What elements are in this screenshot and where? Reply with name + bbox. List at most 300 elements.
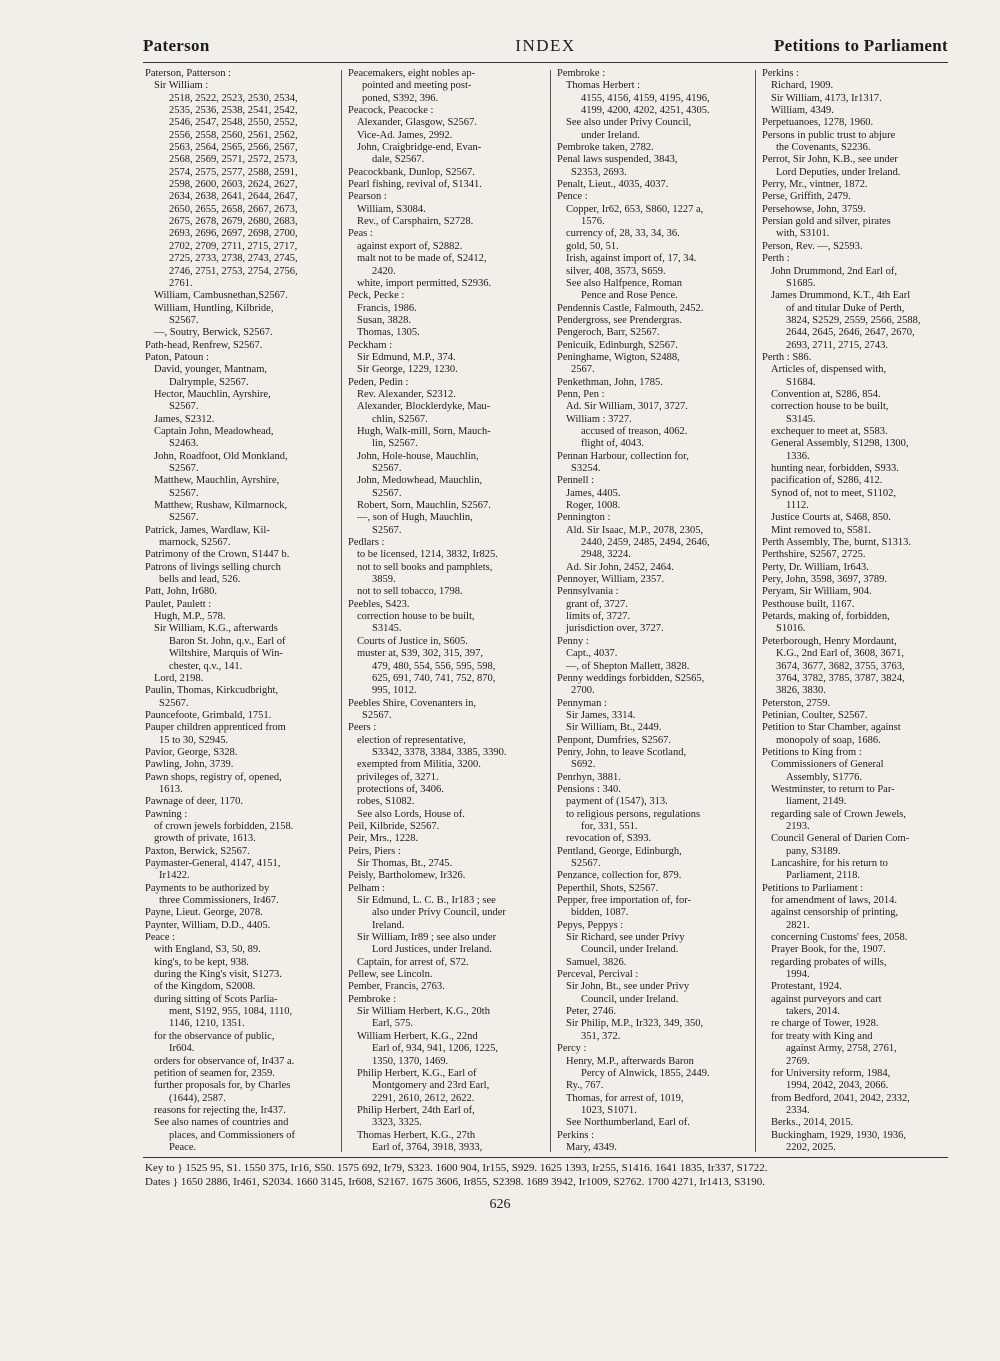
index-line: Perth : [762, 253, 790, 265]
index-line: liament, 2149. [786, 796, 847, 808]
index-line: bidden, 1087. [571, 907, 629, 919]
index-line: Ir1422. [159, 870, 190, 882]
column-divider [341, 70, 342, 1152]
index-line: James, S2312. [154, 413, 215, 425]
index-line: William, Cambusnethan,S2567. [154, 290, 288, 302]
index-line: Pennan Harbour, collection for, [557, 450, 689, 462]
index-line: Vice-Ad. James, 2992. [357, 129, 453, 141]
index-line: the Covenants, S2236. [776, 142, 871, 154]
index-line: Pearl fishing, revival of, S1341. [348, 179, 482, 191]
key-values-2: 1650 2886, Ir461, S2034. 1660 3145, Ir608, S2167. 1675 3606, Ir855, S2398. 1689 3942, Ir1009, S2762. 1700 4271, Ir1413, S3190. [180, 1176, 766, 1188]
index-line: 2420. [372, 265, 396, 277]
index-line: Earl of, 3764, 3918, 3933, [372, 1141, 483, 1153]
index-line: Sir William Herbert, K.G., 20th [357, 1006, 490, 1018]
index-line: Pendennis Castle, Falmouth, 2452. [557, 302, 704, 314]
index-line: —, Soutry, Berwick, S2567. [154, 327, 273, 339]
index-line: See also Lords, House of. [357, 808, 465, 820]
index-line: exempted from Militia, 3200. [357, 759, 481, 771]
index-line: John, Medowhead, Mauchlin, [357, 475, 483, 487]
index-line: Thomas Herbert, K.G., 27th [357, 1129, 476, 1141]
index-line: orders for observance of, Ir437 a. [154, 1055, 295, 1067]
index-line: Ad. Sir John, 2452, 2464. [566, 561, 674, 573]
index-line: Council General of Darien Com- [771, 833, 910, 845]
index-line: Pawnage of deer, 1170. [145, 796, 244, 808]
index-line: 2821. [786, 919, 810, 931]
index-line: re charge of Tower, 1928. [771, 1018, 879, 1030]
index-line: 2535, 2536, 2538, 2541, 2542, [169, 105, 298, 117]
index-line: under Ireland. [581, 129, 640, 141]
index-line: James Drummond, K.T., 4th Earl [771, 290, 911, 302]
index-line: Sir William : [154, 80, 209, 92]
index-line: Peil, Kilbride, S2567. [348, 820, 440, 832]
index-line: See also Halfpence, Roman [566, 277, 683, 289]
index-line: Pentland, George, Edinburgh, [557, 845, 682, 857]
index-line: Pesthouse built, 1167. [762, 598, 855, 610]
index-line: Council, under Ireland. [581, 944, 679, 956]
index-line: S692. [571, 759, 596, 771]
index-line: election of representative, [357, 734, 466, 746]
index-line: Perrot, Sir John, K.B., see under [762, 154, 898, 166]
index-line: ment, S192, 955, 1084, 1110, [169, 1006, 293, 1018]
index-line: Payne, Lieut. George, 2078. [145, 907, 263, 919]
index-line: Perceval, Percival : [557, 969, 639, 981]
index-line: Petinian, Coulter, S2567. [762, 709, 868, 721]
index-line: 1146, 1210, 1351. [169, 1018, 245, 1030]
index-line: Peckham : [348, 339, 393, 351]
index-line: Penpont, Dumfries, S2567. [557, 734, 672, 746]
index-line: Pence : [557, 191, 588, 203]
index-line: Sir George, 1229, 1230. [357, 364, 458, 376]
index-line: regarding probates of wills, [771, 956, 887, 968]
index-line: 1350, 1370, 1469. [372, 1055, 449, 1067]
index-line: Pennsylvania : [557, 586, 619, 598]
index-line: Dalrymple, S2567. [169, 376, 249, 388]
index-line: Lancashire, for his return to [771, 858, 888, 869]
index-line: privileges of, 3271. [357, 771, 439, 783]
index-line: Perty, Dr. William, Ir643. [762, 561, 869, 573]
index-line: regarding sale of Crown Jewels, [771, 808, 907, 820]
index-line: jurisdiction over, 3727. [566, 623, 664, 635]
index-line: Prayer Book, for the, 1907. [771, 944, 886, 956]
index-line: of the Kingdom, S2008. [154, 981, 256, 993]
index-line: against Army, 2758, 2761, [786, 1043, 897, 1055]
index-line: for amendment of laws, 2014. [771, 895, 897, 907]
index-line: Peace. [169, 1141, 197, 1153]
index-line: S2567. [362, 709, 392, 721]
index-line: Pembroke : [348, 993, 397, 1005]
index-line: Pellew, see Lincoln. [348, 969, 433, 981]
index-line: Copper, Ir62, 653, S860, 1227 a, [566, 203, 704, 215]
index-line: Pepys, Peppys : [557, 919, 624, 931]
index-line: Perth : S86. [762, 351, 812, 363]
index-line: Pennoyer, William, 2357. [557, 574, 665, 586]
index-line: Peter, 2746. [566, 1006, 617, 1018]
index-line: 1994. [786, 969, 810, 981]
index-line: Patrick, James, Wardlaw, Kil- [145, 524, 270, 536]
index-line: Penrhyn, 3881. [557, 771, 621, 783]
index-line: Percy : [557, 1043, 587, 1055]
index-line: gold, 50, 51. [566, 240, 619, 252]
index-line: Irish, against import of, 17, 34. [566, 253, 697, 265]
index-line: Peninghame, Wigton, S2488, [557, 351, 680, 363]
index-line: Justice Courts at, S468, 850. [771, 512, 891, 524]
index-line: hunting near, forbidden, S933. [771, 463, 899, 474]
index-line: S2567. [372, 487, 402, 499]
index-line: 625, 691, 740, 741, 752, 870, [372, 672, 496, 684]
index-line: Pennell : [557, 475, 595, 487]
index-line: Sir William, 4173, Ir1317. [771, 92, 882, 104]
index-line: chester, q.v., 141. [169, 660, 243, 672]
index-line: 3859. [372, 574, 396, 586]
index-line: Matthew, Mauchlin, Ayrshire, [154, 475, 280, 487]
index-line: Pepper, free importation of, for- [557, 895, 692, 907]
index-line: pointed and meeting post- [362, 80, 472, 92]
index-line: S2567. [169, 487, 199, 499]
index-line: Perth Assembly, The, burnt, S1313. [762, 537, 912, 549]
index-line: for University reform, 1984, [771, 1067, 891, 1079]
index-line: with England, S3, 50, 89. [154, 944, 261, 956]
index-line: for treaty with King and [771, 1030, 873, 1042]
index-line: Peterston, 2759. [762, 697, 830, 709]
index-line: S2567. [169, 401, 199, 413]
index-line: against purveyors and cart [771, 993, 882, 1005]
index-line: 1112. [786, 500, 809, 512]
index-line: Penalt, Lieut., 4035, 4037. [557, 179, 669, 191]
index-line: 995, 1012. [372, 685, 417, 697]
index-line: 2568, 2569, 2571, 2572, 2573, [169, 154, 298, 166]
index-line: Peas : [348, 228, 373, 240]
index-line: S3254. [571, 463, 601, 474]
index-line: Synod of, not to meet, S1102, [771, 487, 897, 499]
index-line: S2567. [169, 314, 199, 326]
index-line: Philip Herbert, 24th Earl of, [357, 1104, 475, 1116]
index-line: correction house to be built, [771, 401, 889, 413]
index-line: 2761. [169, 277, 193, 289]
index-line: Peir, Mrs., 1228. [348, 833, 419, 845]
index-line: Wiltshire, Marquis of Win- [169, 648, 283, 660]
index-line: S3145. [786, 413, 816, 425]
header-left: Paterson [143, 36, 210, 55]
index-line: dale, S2567. [372, 154, 425, 166]
index-line: Sir Edmund, M.P., 374. [357, 351, 456, 363]
index-line: petition of seamen for, 2359. [154, 1067, 275, 1079]
index-line: Capt., 4037. [566, 648, 618, 660]
index-line: limits of, 3727. [566, 611, 631, 623]
index-line: 2769. [786, 1055, 810, 1067]
index-line: Captain, for arrest of, S72. [357, 956, 469, 968]
index-line: K.G., 2nd Earl of, 3608, 3671, [776, 648, 905, 660]
index-line: 479, 480, 554, 556, 595, 598, [372, 660, 496, 672]
index-line: 2574, 2575, 2577, 2588, 2591, [169, 166, 298, 178]
index-line: 4199, 4200, 4202, 4251, 4305. [581, 105, 710, 117]
index-line: S3342, 3378, 3384, 3385, 3390. [372, 746, 507, 758]
index-line: 1994, 2042, 2043, 2066. [786, 1080, 889, 1092]
index-line: Petards, making of, forbidden, [762, 611, 890, 623]
index-line: Pauper children apprenticed from [145, 722, 286, 734]
index-line: 2556, 2558, 2560, 2561, 2562, [169, 129, 298, 141]
index-line: 2725, 2733, 2738, 2743, 2745, [169, 253, 298, 265]
index-column-2 [348, 68, 538, 1154]
index-line: Peacemakers, eight nobles ap- [348, 68, 476, 79]
index-line: Person, Rev. —, S2593. [762, 240, 863, 252]
index-line: Penzance, collection for, 879. [557, 870, 682, 882]
index-line: 2675, 2678, 2679, 2680, 2683, [169, 216, 298, 228]
index-line: bells and lead, 526. [159, 574, 241, 586]
index-line: 2702, 2709, 2711, 2715, 2717, [169, 240, 298, 252]
index-line: Ry., 767. [566, 1080, 604, 1092]
index-line: revocation of, S393. [566, 833, 652, 845]
index-line: Payments to be authorized by [145, 882, 270, 894]
index-line: Pence and Rose Pence. [581, 290, 678, 302]
index-line: S1016. [776, 623, 806, 635]
index-line: Persons in public trust to abjure [762, 129, 896, 141]
index-line: 15 to 30, S2945. [159, 734, 229, 746]
index-line: William, S3084. [357, 203, 426, 215]
index-line: Sir William, Bt., 2449. [566, 722, 662, 734]
index-line: 3826, 3830. [776, 685, 826, 697]
index-line: 2567. [571, 364, 595, 376]
index-line: Peebles Shire, Covenanters in, [348, 697, 477, 709]
index-line: from Bedford, 2041, 2042, 2332, [771, 1092, 910, 1104]
index-line: 1336. [786, 450, 810, 462]
index-line: malt not to be made of, S2412, [357, 253, 487, 265]
index-line: Westminster, to return to Par- [771, 783, 895, 795]
index-line: Pawling, John, 3739. [145, 759, 234, 771]
index-line: Paterson, Patterson : [145, 68, 232, 79]
running-header [143, 36, 948, 64]
index-line: Sir William, K.G., afterwards [154, 623, 278, 635]
index-line: Earl of, 934, 941, 1206, 1225, [372, 1043, 498, 1055]
index-line: Protestant, 1924. [771, 981, 842, 993]
index-line: Perry, Mr., vintner, 1872. [762, 179, 868, 191]
index-line: Peacock, Peacocke : [348, 105, 434, 117]
index-line: Perthshire, S2567, 2725. [762, 549, 866, 561]
index-line: Sir Thomas, Bt., 2745. [357, 858, 453, 869]
index-line: John, Roadfoot, Old Monkland, [154, 450, 288, 462]
index-line: 2948, 3224. [581, 549, 631, 561]
index-line: Pendergross, see Prendergras. [557, 314, 683, 326]
index-line: during sitting of Scots Parlia- [154, 993, 278, 1005]
index-line: pany, S3189. [786, 845, 841, 857]
index-line: correction house to be built, [357, 611, 475, 623]
index-line: S2567. [169, 463, 199, 474]
index-line: Pedlars : [348, 537, 385, 549]
index-line: Paulin, Thomas, Kirkcudbright, [145, 685, 279, 697]
index-line: for the observance of public, [154, 1030, 275, 1042]
index-line: Peacockbank, Dunlop, S2567. [348, 166, 475, 178]
index-line: Pery, John, 3598, 3697, 3789. [762, 574, 888, 586]
index-line: Path-head, Renfrew, S2567. [145, 339, 263, 351]
index-line: Buckingham, 1929, 1930, 1936, [771, 1129, 907, 1141]
key-label-2: Dates [145, 1176, 171, 1188]
index-line: Peden, Pedin : [348, 376, 409, 388]
index-line: white, import permitted, S2936. [357, 277, 492, 289]
index-line: chlin, S2567. [372, 413, 428, 425]
index-line: Peebles, S423. [348, 598, 410, 610]
index-line: S1684. [786, 376, 816, 388]
index-line: Perkins : [762, 68, 800, 79]
header-right: Petitions to Parliament [773, 36, 948, 55]
index-line: Petitions to King from : [762, 746, 862, 758]
index-line: of crown jewels forbidden, 2158. [154, 820, 294, 832]
index-line: Sir John, Bt., see under Privy [566, 981, 690, 993]
index-line: 3764, 3782, 3785, 3787, 3824, [776, 672, 905, 684]
index-line: 4155, 4156, 4159, 4195, 4196, [581, 92, 710, 104]
index-line: with, S3101. [776, 228, 830, 240]
index-line: Ald. Sir Isaac, M.P., 2078, 2305, [566, 524, 704, 536]
index-line: Courts of Justice in, S605. [357, 635, 468, 647]
index-line: Peers : [348, 722, 377, 734]
index-line: Sir William, Ir89 ; see also under [357, 932, 497, 944]
index-line: of and titular Duke of Perth, [786, 302, 905, 314]
index-line: 2634, 2638, 2641, 2644, 2647, [169, 191, 298, 203]
column-divider [550, 70, 551, 1152]
index-line: Peperthil, Shots, S2567. [557, 882, 659, 894]
index-line: William : 3727. [566, 413, 632, 425]
index-line: Alexander, Glasgow, S2567. [357, 117, 477, 129]
index-line: takers, 2014. [786, 1006, 840, 1018]
index-line: 2700. [571, 685, 595, 697]
index-line: See also names of countries and [154, 1117, 289, 1129]
index-line: John, Craigbridge-end, Evan- [357, 142, 482, 154]
index-line: William, Huntling, Kilbride, [154, 302, 274, 314]
index-line: three Commissioners, Ir467. [159, 895, 279, 907]
index-line: against censorship of printing, [771, 907, 899, 919]
index-line: Perpetuanoes, 1278, 1960. [762, 117, 874, 129]
index-line: Percy of Alnwick, 1855, 2449. [581, 1067, 710, 1079]
index-line: 1023, S1071. [581, 1104, 637, 1116]
index-line: Rev. Alexander, S2312. [357, 388, 456, 400]
key-line-1: Key to } 1525 95, S1. 1550 375, Ir16, S50. 1575 692, Ir79, S323. 1600 904, Ir155, S929. 1625 1393, Ir255, S1416. 1641 1835, Ir337, S1722. [145, 1162, 768, 1174]
index-line: Sir Richard, see under Privy [566, 932, 685, 944]
index-line: Penkethman, John, 1785. [557, 376, 663, 388]
index-line: to religious persons, regulations [566, 808, 701, 820]
index-line: concerning Customs' fees, 2058. [771, 932, 908, 944]
key-line-2: Dates } 1650 2886, Ir461, S2034. 1660 3145, Ir608, S2167. 1675 3606, Ir855, S2398. 1689 3942, Ir1009, S2762. 1700 4271, Ir1413, S3190. [145, 1176, 766, 1188]
index-line: —, son of Hugh, Mauchlin, [357, 512, 473, 524]
index-line: John Drummond, 2nd Earl of, [771, 265, 897, 277]
index-line: Samuel, 3826. [566, 956, 627, 968]
index-line: Assembly, S1776. [786, 771, 863, 783]
index-line: flight of, 4043. [581, 438, 644, 450]
index-line: muster at, S39, 302, 315, 397, [357, 648, 483, 660]
page-number: 626 [489, 1197, 511, 1212]
index-line: Thomas Herbert : [566, 80, 641, 92]
index-line: poned, S392, 396. [362, 92, 439, 104]
index-line: Mint removed to, S581. [771, 524, 872, 536]
index-line: Patt, John, Ir680. [145, 586, 218, 598]
index-line: Parliament, 2118. [786, 870, 860, 882]
index-column-1 [145, 68, 335, 1154]
index-line: Mary, 4349. [566, 1141, 617, 1153]
index-line: 3323, 3325. [372, 1117, 422, 1129]
index-line: Berks., 2014, 2015. [771, 1117, 854, 1129]
index-line: William Herbert, K.G., 22nd [357, 1030, 478, 1042]
index-line: accused of treason, 4062. [581, 425, 688, 437]
index-line: Persian gold and silver, pirates [762, 216, 891, 228]
index-line: Patrimony of the Crown, S1447 b. [145, 549, 290, 561]
index-line: Ad. Sir William, 3017, 3727. [566, 401, 688, 413]
index-line: 1576. [581, 216, 605, 228]
index-line: Pawn shops, registry of, opened, [145, 771, 282, 783]
index-line: Pembroke taken, 2782. [557, 142, 654, 154]
column-divider [755, 70, 756, 1152]
footer-rule [143, 1157, 948, 1158]
index-line: Lord Justices, under Ireland. [372, 944, 492, 956]
index-line: 2650, 2655, 2658, 2667, 2673, [169, 203, 298, 215]
index-line: Paton, Patoun : [145, 351, 209, 363]
index-line: Robert, Sorn, Mauchlin, S2567. [357, 500, 491, 512]
index-line: Petition to Star Chamber, against [762, 722, 901, 734]
index-line: Earl, 575. [372, 1018, 414, 1030]
index-line: Hugh, Walk-mill, Sorn, Mauch- [357, 425, 491, 437]
index-line: Petitions to Parliament : [762, 882, 864, 894]
index-line: Pavior, George, S328. [145, 746, 238, 758]
index-line: 3674, 3677, 3682, 3755, 3763, [776, 660, 905, 672]
index-line: robes, S1082. [357, 796, 415, 808]
index-line: 2334. [786, 1104, 810, 1116]
index-line: to be licensed, 1214, 3832, Ir825. [357, 549, 498, 561]
index-line: S2567. [159, 697, 189, 709]
index-line: Susan, 3828. [357, 314, 411, 326]
index-line: Peterborough, Henry Mordaunt, [762, 635, 897, 647]
index-line: Sir Philip, M.P., Ir323, 349, 350, [566, 1018, 704, 1030]
index-line: Peck, Pecke : [348, 290, 405, 302]
index-line: Penal laws suspended, 3843, [557, 154, 678, 166]
index-line: S2567. [571, 858, 601, 869]
index-line: Ireland. [372, 919, 405, 931]
index-line: Perse, Griffith, 2479. [762, 191, 851, 203]
index-line: marnock, S2567. [159, 537, 231, 549]
index-line: not to sell tobacco, 1798. [357, 586, 463, 598]
index-line: Pengeroch, Barr, S2567. [557, 327, 660, 339]
index-line: Peirs, Piers : [348, 845, 401, 857]
header-center: INDEX [515, 36, 576, 55]
key-to-dates [145, 1161, 955, 1189]
index-line: 2644, 2645, 2646, 2647, 2670, [786, 327, 915, 339]
index-line: grant of, 3727. [566, 598, 628, 610]
index-line: against export of, S2882. [357, 240, 463, 252]
index-line: Penry, John, to leave Scotland, [557, 746, 687, 758]
header-rule [143, 62, 948, 63]
index-line: Paulet, Paulett : [145, 598, 212, 610]
index-line: Pawning : [145, 808, 188, 820]
index-line: 2693, 2696, 2697, 2698, 2700, [169, 228, 298, 240]
index-line: 2746, 2751, 2753, 2754, 2756, [169, 265, 298, 277]
index-line: Sir James, 3314. [566, 709, 636, 721]
index-line: king's, to be kept, 938. [154, 956, 249, 968]
index-line: protections of, 3406. [357, 783, 444, 795]
index-line: growth of private, 1613. [154, 833, 256, 845]
index-line: 2202, 2025. [786, 1141, 836, 1153]
index-line: Persehowse, John, 3759. [762, 203, 866, 215]
index-line: Paxton, Berwick, S2567. [145, 845, 250, 857]
index-line: Sir Edmund, L. C. B., Ir183 ; see [357, 895, 496, 907]
index-line: payment of (1547), 313. [566, 796, 668, 808]
index-line: 3824, S2529, 2559, 2566, 2588, [786, 314, 921, 326]
index-line: Pennyman : [557, 697, 607, 709]
index-line: See Northumberland, Earl of. [566, 1117, 690, 1129]
index-line: 2693, 2711, 2715, 2743. [786, 339, 888, 351]
index-line: 2193. [786, 820, 810, 832]
index-line: further proposals for, by Charles [154, 1080, 291, 1092]
index-line: silver, 408, 3573, S659. [566, 265, 666, 277]
index-line: places, and Commissioners of [169, 1129, 295, 1141]
index-line: Pennington : [557, 512, 611, 524]
index-line: S2567. [372, 463, 402, 474]
index-line: Pelham : [348, 882, 386, 894]
index-line: Council, under Ireland. [581, 993, 679, 1005]
